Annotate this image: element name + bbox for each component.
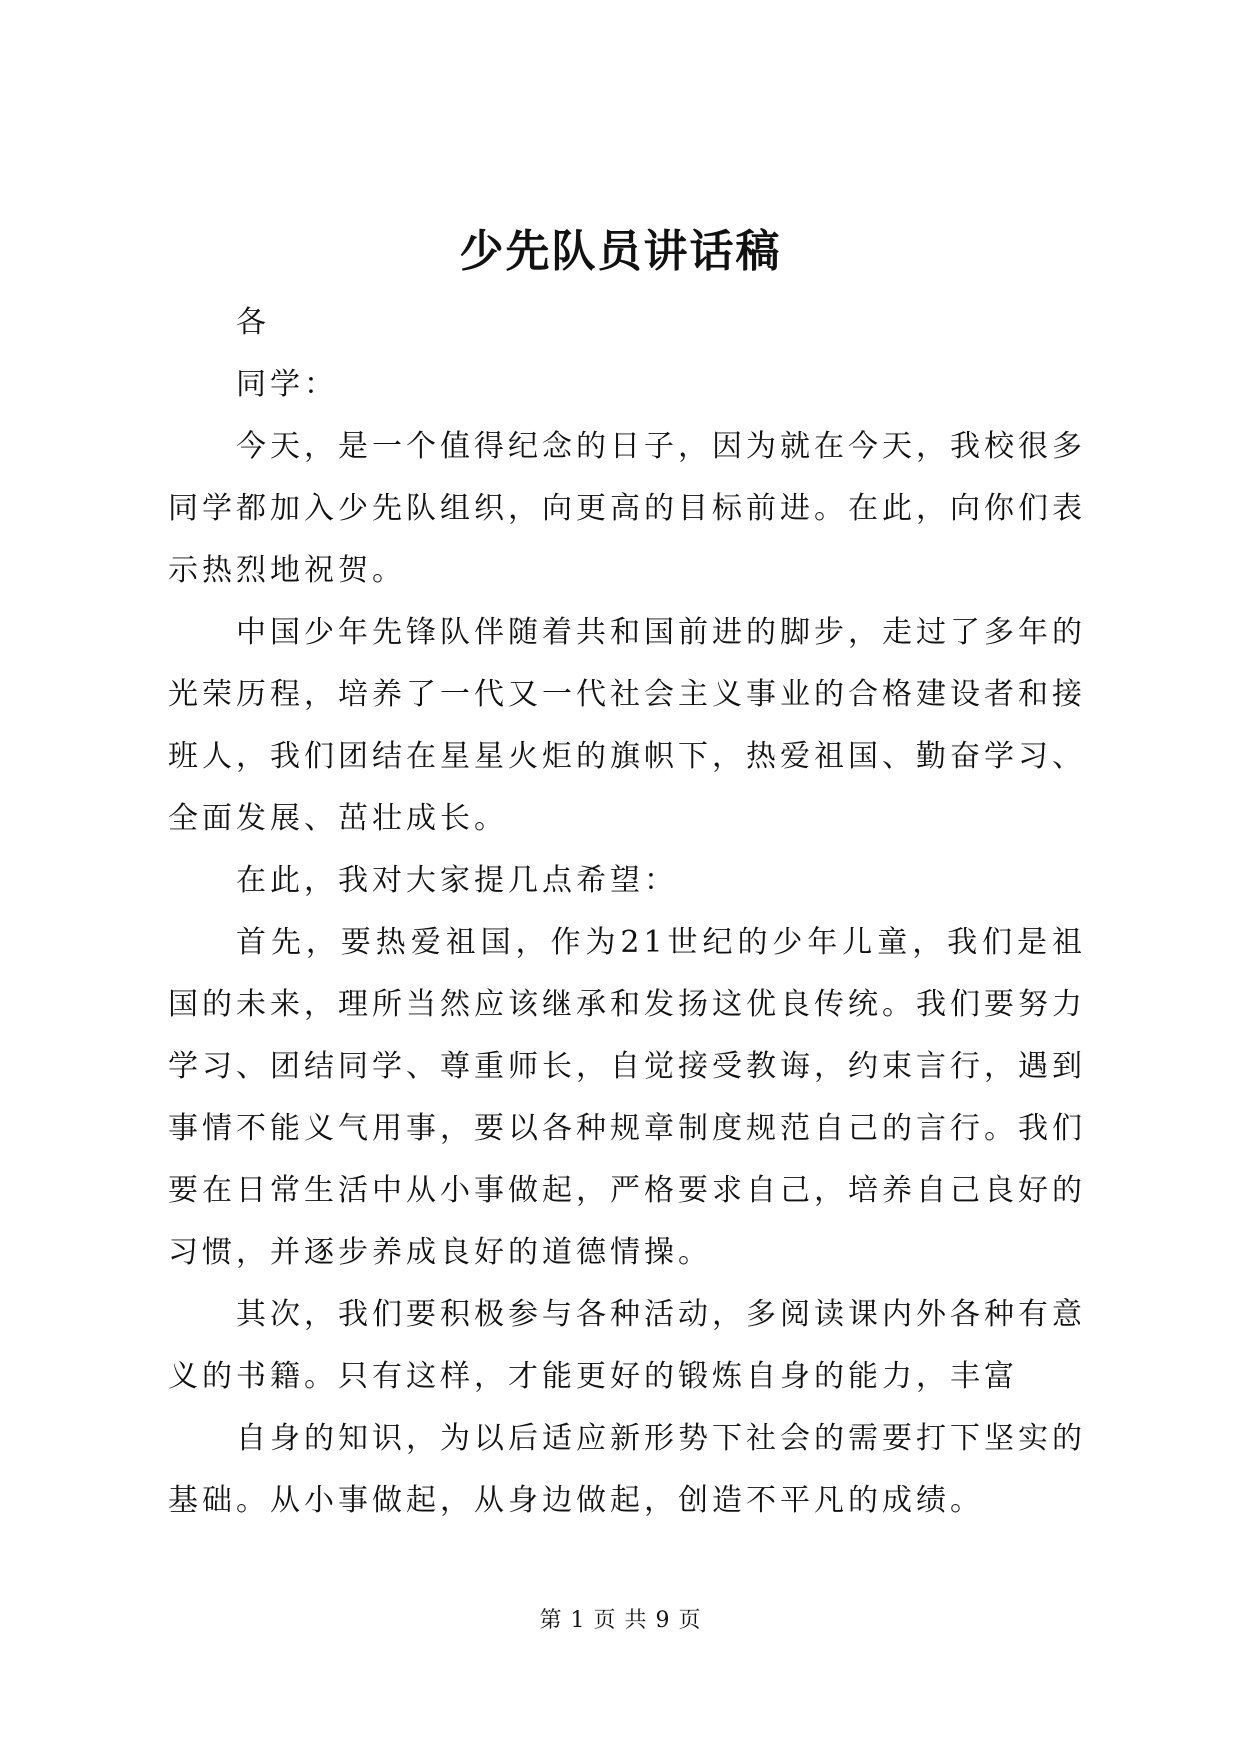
salutation-line-2: 同学： bbox=[236, 367, 338, 402]
paragraph-hopes-intro: 在此，我对大家提几点希望： bbox=[236, 863, 678, 898]
salutation-line-1: 各 bbox=[236, 305, 270, 340]
document-title: 少先队员讲话稿 bbox=[459, 226, 782, 277]
paragraph-second-hope-continued: 自身的知识，为以后适应新形势下社会的需要打下坚实的基础。从小事做起，从身边做起，创造不平凡的成绩。 bbox=[168, 1421, 1086, 1518]
paragraph-intro: 今天，是一个值得纪念的日子，因为就在今天，我校很多同学都加入少先队组织，向更高的目标前进。在此，向你们表示热烈地祝贺。 bbox=[168, 429, 1086, 588]
page-number-footer: 第 1 页 共 9 页 bbox=[539, 1608, 702, 1633]
paragraph-history: 中国少年先锋队伴随着共和国前进的脚步，走过了多年的光荣历程，培养了一代又一代社会主义事业的合格建设者和接班人，我们团结在星星火炬的旗帜下，热爱祖国、勤奋学习、全面发展、茁壮成长。 bbox=[168, 615, 1086, 836]
paragraph-second-hope: 其次，我们要积极参与各种活动，多阅读课内外各种有意义的书籍。只有这样，才能更好的锻炼自身的能力，丰富 bbox=[168, 1297, 1086, 1394]
document-body bbox=[168, 292, 1086, 1532]
paragraph-first-hope: 首先，要热爱祖国，作为21世纪的少年儿童，我们是祖国的未来，理所当然应该继承和发扬这优良传统。我们要努力学习、团结同学、尊重师长，自觉接受教诲，约束言行，遇到事情不能义气用事，要以各种规章制度规范自己的言行。我们要在日常生活中从小事做起，严格要求自己，培养自己良好的习惯，并逐步养成良好的道德情操。 bbox=[168, 925, 1086, 1270]
